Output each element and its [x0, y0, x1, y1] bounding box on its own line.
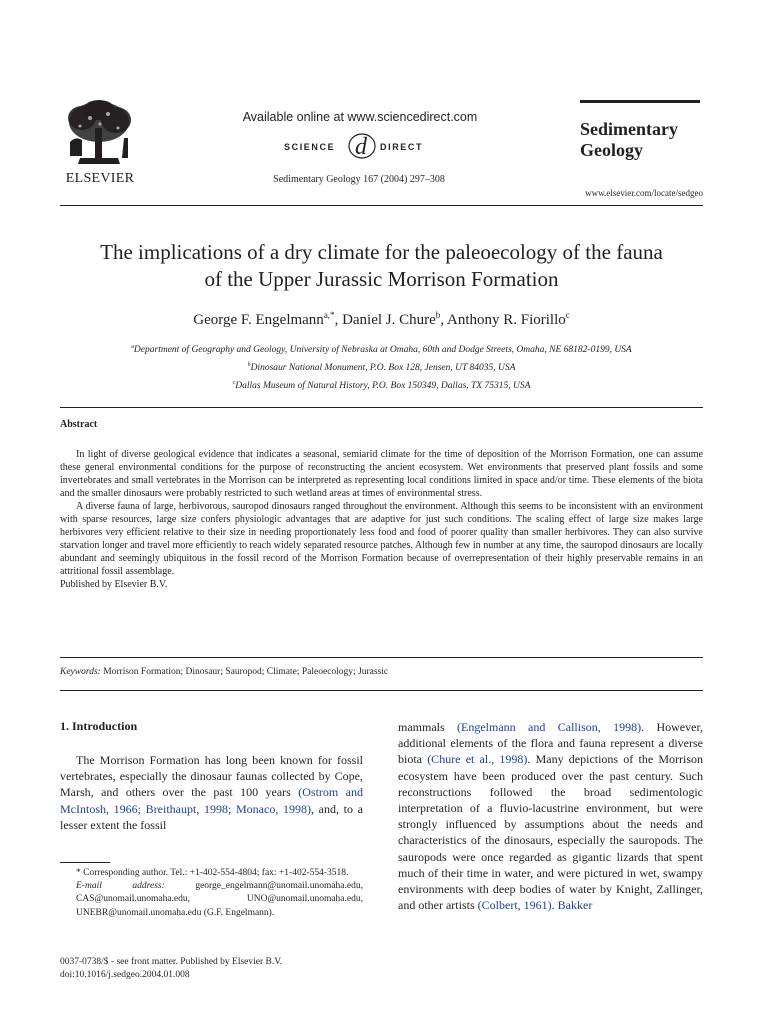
- email-note: [60, 880, 363, 920]
- keywords: [60, 667, 703, 677]
- author-affiliation-mark[interactable]: c: [565, 310, 570, 320]
- abstract-divider-top: [60, 407, 703, 408]
- citation-link[interactable]: (Engelmann and Callison, 1998): [457, 720, 642, 734]
- keywords-label: Keywords:: [60, 667, 101, 677]
- article-title: [60, 239, 703, 293]
- sd-mark: d: [355, 134, 367, 160]
- journal-citation: Sedimentary Geology 167 (2004) 297–308: [273, 174, 445, 185]
- body-column-left: [60, 752, 363, 833]
- citation-link[interactable]: Bakker: [557, 898, 593, 913]
- keywords-list: Morrison Formation; Dinosaur; Sauropod; Climate; Paleoecology; Jurassic: [103, 667, 389, 677]
- email-label: E-mail address:: [76, 881, 165, 892]
- section-heading-introduction: 1. Introduction: [60, 719, 138, 733]
- citation-link[interactable]: (Colbert, 1961): [477, 898, 552, 913]
- journal-title-line1: Sedimentary: [580, 119, 678, 139]
- journal-url-link[interactable]: www.elsevier.com/locate/sedgeo: [585, 188, 703, 198]
- published-by: Published by Elsevier B.V.: [60, 579, 168, 590]
- author-list: George F. Engelmann$^{a,*}$, Daniel J. Chure$^b$, Anthony R. Fiorillo$^c$: [193, 310, 570, 328]
- publisher-name: ELSEVIER: [65, 171, 135, 186]
- affiliation-item: $^a$Department of Geography and Geology, University of Nebraska at Omaha, 60th and Dodge Streets, Omaha, NE 68182-0199, USA: [131, 344, 632, 356]
- doi-link[interactable]: doi:10.1016/j.sedgeo.2004.01.008: [60, 970, 190, 980]
- corresponding-author-note: * Corresponding author. Tel.: +1-402-554-4804; fax: +1-402-554-3518.: [76, 868, 349, 878]
- email-addresses[interactable]: george_engelmann@unomail.unomaha.edu, CAS@unomail.unomaha.edu, UNO@unomail.unomaha.edu, UNEBR@unomail.unomaha.edu (G.F. Engelmann).: [76, 881, 363, 918]
- abstract-paragraph: In light of diverse geological evidence that indicates a seasonal, semiarid climate for the time of deposition of the Morrison Formation, one can assume these general environmental conditions for the purpose of reconstructing the ancient ecosystem. Wet environments that preserved plant fossils and some invertebrates and small vertebrates in the Morrison can be interpreted as representing local conditions limited in space and/or time. These elements of the biota and the smaller dinosaurs were probably restricted to such wetland areas at times of environmental stress.: [60, 449, 703, 499]
- footnotes: [60, 867, 363, 920]
- sd-right-word: DIRECT: [380, 142, 424, 152]
- abstract-body: [60, 448, 703, 591]
- sd-left-word: SCIENCE: [284, 142, 336, 152]
- front-matter-line: 0037-0738/$ - see front matter. Published by Elsevier B.V.: [60, 957, 283, 967]
- body-column-right: [398, 719, 703, 913]
- footnote-divider: [60, 862, 110, 863]
- author-name: George F. Engelmann: [193, 312, 324, 328]
- article-title-line2: of the Upper Jurassic Morrison Formation: [204, 267, 559, 291]
- body-paragraph: mammals (Engelmann and Callison, 1998). However, additional elements of the flora and fauna represent a diverse biota (Chure et al., 1998). Many depictions of the Morrison ecosystem have been produced over the past century. Such reconstructions followed the broad sedimentologic interpretation of a fluvio-lacustrine environment, but were strongly influenced by assumptions about the needs and characteristics of the dinosaurs, especially the sauropods. The sauropods were once regarded as gigantic lizards that spent much of their time in water, and were pictured in wet, swampy environments with deep bodies of water by Knight, Zallinger, and other artists (Colbert, 1961). Bakker: [398, 720, 703, 913]
- keywords-divider-top: [60, 657, 703, 658]
- article-title-line1: The implications of a dry climate for the paleoecology of the fauna: [100, 240, 663, 264]
- affiliation-list: [60, 340, 703, 394]
- body-paragraph: The Morrison Formation has long been known for fossil vertebrates, especially the dinosaur faunas collected by Cope, Marsh, and others over the past 100 years (Ostrom and McIntosh, 1966; Breithaupt, 1998; Monaco, 1998), and, to a lesser extent the fossil: [60, 753, 364, 832]
- affiliation-item: $^b$Dinosaur National Monument, P.O. Box 128, Jensen, UT 84035, USA: [247, 362, 516, 374]
- available-online-text[interactable]: Available online at www.sciencedirect.com: [242, 110, 478, 124]
- header-divider: [60, 205, 703, 206]
- abstract-heading: Abstract: [60, 419, 98, 430]
- abstract-paragraph: A diverse fauna of large, herbivorous, sauropod dinosaurs ranged throughout the environment. Although this seems to be inconsistent with an environment with sparse resources, large size confers physiologic advantages that are adaptive for just such conditions. The scaling effect of large size makes large herbivores very efficient relative to their size in needing proportionately less food and food of poorer quality than smaller herbivores. They can also survive starvation longer and travel more efficiently to reach widely separated resource patches. Although few in number at any time, the sauropod dinosaurs are locally abundant and seemingly ubiquitous in the fossil record of the Morrison Formation because of overrepresentation of their highly preservable remains in an attritional fossil assemblage.: [60, 501, 703, 577]
- front-matter: [60, 956, 360, 982]
- author-affiliation-mark[interactable]: a,*: [323, 310, 335, 320]
- citation-link[interactable]: (Ostrom and McIntosh, 1966; Breithaupt, 1998; Monaco, 1998): [60, 785, 364, 816]
- journal-title-rule: [580, 100, 700, 103]
- journal-title: [580, 119, 710, 161]
- citation-link[interactable]: (Chure et al., 1998): [427, 752, 528, 767]
- author-name: Anthony R. Fiorillo: [446, 312, 566, 328]
- keywords-divider-bottom: [60, 690, 703, 691]
- sciencedirect-logo: [282, 131, 442, 161]
- affiliation-item: $^c$Dallas Museum of Natural History, P.O. Box 150349, Dallas, TX 75315, USA: [232, 380, 531, 392]
- author-name: Daniel J. Chure: [342, 312, 436, 328]
- author-affiliation-mark[interactable]: b: [435, 310, 441, 320]
- journal-title-line2: Geology: [580, 140, 643, 160]
